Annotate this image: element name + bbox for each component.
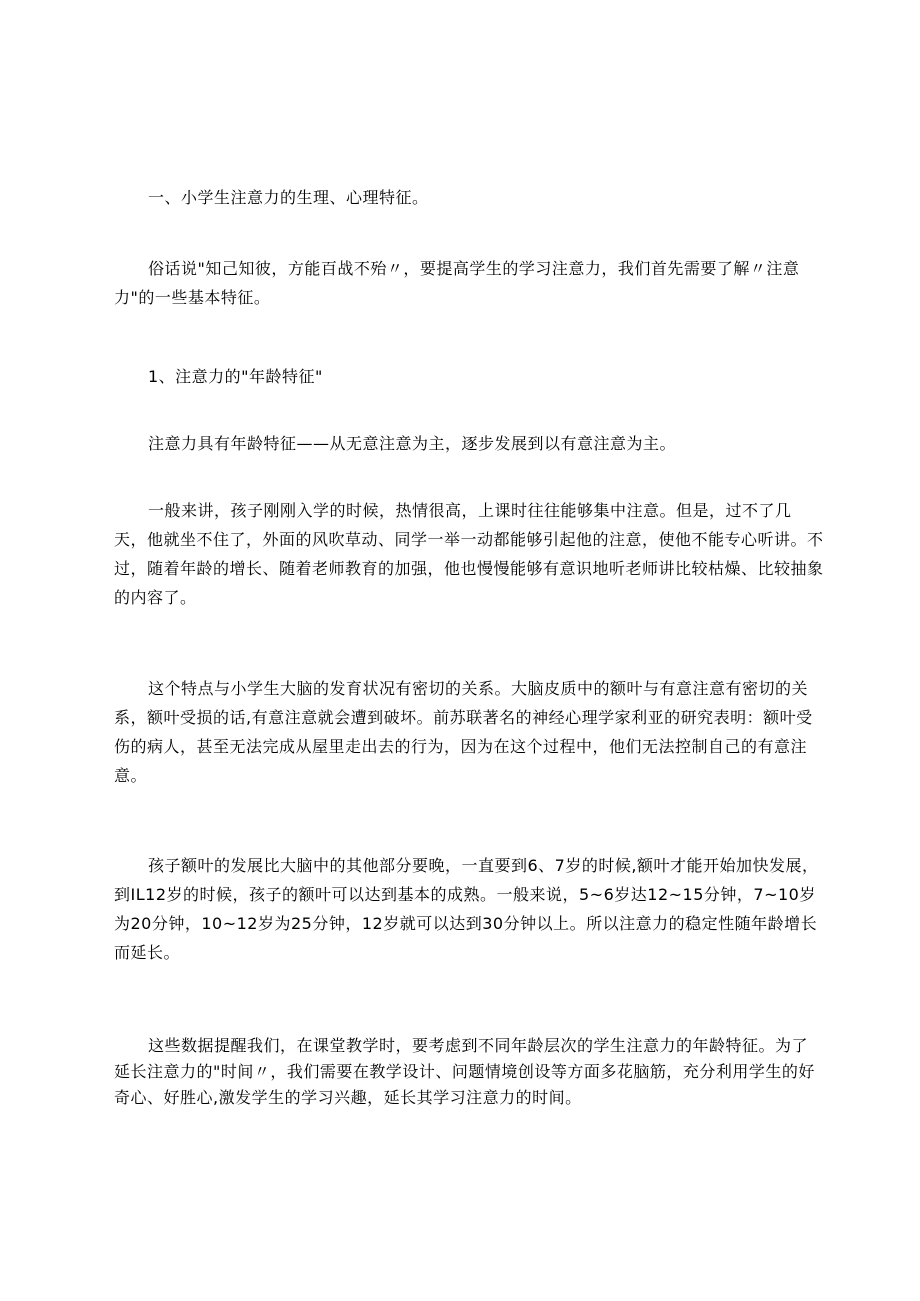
paragraph-entering-school: 一般来讲，孩子刚刚入学的时候，热情很高，上课时往往能够集中注意。但是，过不了几天，他就坐不住了，外面的风吹草动、同学一举一动都能够引起他的注意，使他不能专心听讲。不过，随着年龄的增长、随着老师教育的加强，他也慢慢能够有意识地听老师讲比较枯燥、比较抽象的内容了。 — [114, 501, 824, 607]
section-heading: 一、小学生注意力的生理、心理特征。 — [148, 188, 429, 207]
intro-paragraph: 俗话说"知己知彼，方能百战不殆〃，要提高学生的学习注意力，我们首先需要了解〃注意力"的一些基本特征。 — [114, 259, 800, 307]
paragraph-teaching-implications: 这些数据提醒我们，在课堂教学时，要考虑到不同年龄层次的学生注意力的年龄特征。为了延长注意力的"时间〃，我们需要在教学设计、问题情境创设等方面多花脑筋，充分利用学生的好奇心、好胜心,激发学生的学习兴趣，延长其学习注意力的时间。 — [114, 1036, 815, 1107]
paragraph-brain-development: 这个特点与小学生大脑的发育状况有密切的关系。大脑皮质中的额叶与有意注意有密切的关系，额叶受损的话,有意注意就会遭到破坏。前苏联著名的神经心理学家利亚的研究表明：额叶受伤的病人，甚至无法完成从屋里走出去的行为，因为在这个过程中，他们无法控制自己的有意注意。 — [114, 679, 813, 785]
paragraph-frontal-lobe-timeline: 孩子额叶的发展比大脑中的其他部分要晚，一直要到6、7岁的时候,额叶才能开始加快发展，到IL12岁的时候，孩子的额叶可以达到基本的成熟。一般来说，5~6岁达12~15分钟，7~10岁为20分钟，10~12岁为25分钟，12岁就可以达到30分钟以上。所以注意力的稳定性随年龄增长而延长。 — [114, 856, 819, 962]
paragraph-age-trait-summary: 注意力具有年龄特征——从无意注意为主，逐步发展到以有意注意为主。 — [148, 434, 677, 453]
subheading-age-characteristics: 1、注意力的"年龄特征" — [148, 367, 323, 386]
